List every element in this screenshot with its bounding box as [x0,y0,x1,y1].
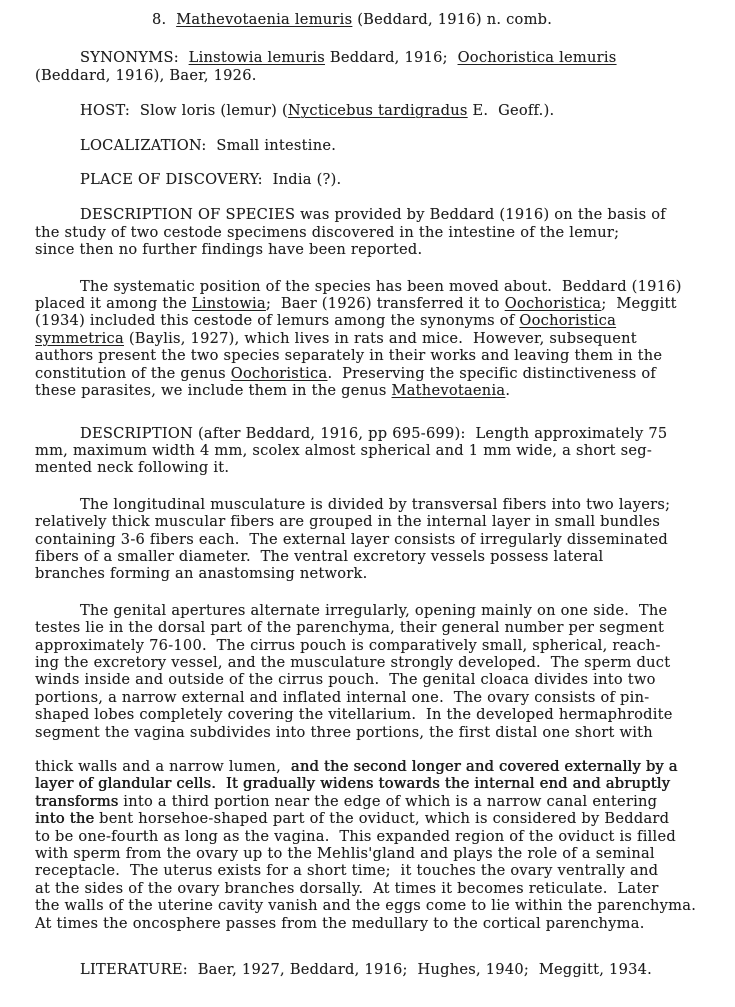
text-line [35,548,735,565]
underlined-text-segment: Oochoristica [519,312,617,330]
text-line [35,241,735,258]
text-segment: (Beddard, 1916), Baer, 1926. [35,66,257,84]
text-segment: The longitudinal musculature is divided by transversal fibers into two layers; [80,495,671,513]
text-line [35,330,735,347]
block-localization [35,137,735,154]
block-vagina-uterus [35,758,735,932]
text-line [35,862,735,879]
text-line [35,654,735,671]
text-line [35,602,735,619]
text-segment: 8. [152,11,177,28]
text-line [35,102,735,119]
text-segment: portions, a narrow external and inflated internal one. The ovary consists of pin- [35,688,650,706]
block-musculature [35,496,735,583]
text-line [35,365,735,382]
text-segment: authors present the two species separately in their works and leaving them in the [35,347,663,365]
text-line [35,11,735,28]
block-synonyms [35,49,735,84]
text-segment: . [505,382,511,400]
text-line [35,880,735,897]
text-line [35,961,735,978]
text-segment: . Preserving the specific distinctiveness of [327,364,657,382]
text-segment: the walls of the uterine cavity vanish and the eggs come to lie within the parenchyma. [35,897,697,915]
text-line [35,278,735,295]
block-place-of-discovery [35,171,735,188]
text-segment: layer of glandular cells. It gradually widens towards the internal end and abruptly [35,775,671,793]
block-host [35,102,735,119]
text-segment: mm, maximum width 4 mm, scolex almost spherical and 1 mm wide, a short seg- [35,441,653,459]
text-segment: at the sides of the ovary branches dorsally. At times it becomes reticulate. Later [35,879,659,897]
text-segment: since then no further findings have been reported. [35,241,423,259]
underlined-text-segment: Mathevotaenia [391,382,506,400]
text-segment: E. Geoff.). [467,102,555,120]
text-line [35,382,735,399]
text-line [35,689,735,706]
text-segment: Beddard, 1916; [324,49,458,67]
text-line [35,619,735,636]
text-segment: HOST: Slow loris (lemur) ( [80,102,288,120]
underlined-text-segment: symmetrica [35,329,124,347]
text-line [35,513,735,530]
block-description-measurements [35,425,735,477]
text-segment: SYNONYMS: [80,49,189,67]
text-segment: transforms [35,792,119,810]
text-segment: containing 3-6 fibers each. The external layer consists of irregularly disseminated [35,530,668,548]
text-segment: DESCRIPTION OF SPECIES was provided by Beddard (1916) on the basis of [80,206,666,224]
text-line [35,897,735,914]
text-segment: DESCRIPTION (after Beddard, 1916, pp 695-699): Length approximately 75 [80,424,668,442]
text-line [35,758,735,775]
text-line [35,565,735,582]
text-segment: with sperm from the ovary up to the Mehlis'gland and plays the role of a seminal [35,845,655,863]
text-segment: receptacle. The uterus exists for a short time; it touches the ovary ventrally and [35,862,659,880]
text-line [35,347,735,364]
text-segment: into a third portion near the edge of which is a narrow canal entering [118,792,658,810]
block-systematic-position [35,278,735,400]
underlined-text-segment: Linstowia [191,295,266,313]
text-line [35,810,735,827]
text-line [35,67,735,84]
text-segment: PLACE OF DISCOVERY: India (?). [80,171,342,189]
text-segment: At times the oncosphere passes from the medullary to the cortical parenchyma. [35,914,645,932]
text-segment: ; Baer (1926) transferred it to [265,295,505,313]
text-line [35,724,735,741]
text-segment: winds inside and outside of the cirrus pouch. The genital cloaca divides into two [35,671,656,689]
underlined-text-segment: Oochoristica [230,364,328,382]
text-line [35,671,735,688]
text-line [35,425,735,442]
text-line [35,793,735,810]
text-segment: ; Meggitt [601,295,677,313]
text-segment: ing the excretory vessel, and the musculature strongly developed. The sperm duct [35,653,671,671]
underlined-text-segment: Linstowia lemuris [188,49,325,67]
text-segment: segment the vagina subdivides into three portions, the first distal one short with [35,723,653,741]
text-segment: thick walls and a narrow lumen, [35,758,291,775]
text-segment: into the [35,810,95,828]
text-segment: mented neck following it. [35,459,230,477]
text-segment: LITERATURE: Baer, 1927, Beddard, 1916; Hughes, 1940; Meggitt, 1934. [80,961,653,979]
text-segment: shaped lobes completely covering the vitellarium. In the developed hermaphrodite [35,706,673,724]
text-segment: approximately 76-100. The cirrus pouch is comparatively small, spherical, reach- [35,636,661,654]
text-line [35,496,735,513]
block-description-of-species [35,206,735,258]
block-literature [35,961,735,978]
text-segment: relatively thick muscular fibers are grouped in the internal layer in small bundles [35,513,661,531]
text-line [35,137,735,154]
underlined-text-segment: Oochoristica lemuris [457,49,617,67]
text-segment: constitution of the genus [35,364,231,382]
text-segment: LOCALIZATION: Small intestine. [80,136,337,154]
text-segment: testes lie in the dorsal part of the parenchyma, their general number per segment [35,619,665,637]
text-segment: bent horsehoe-shaped part of the oviduct, which is considered by Beddard [94,810,670,828]
text-line [35,637,735,654]
text-line [35,828,735,845]
text-segment: The systematic position of the species has been moved about. Beddard (1916) [80,277,682,295]
text-line [35,775,735,792]
text-line [35,706,735,723]
underlined-text-segment: Nycticebus tardigradus [287,102,468,120]
text-line [35,845,735,862]
text-segment: (Beddard, 1916) n. comb. [352,11,553,28]
underlined-text-segment: Mathevotaenia lemuris [176,11,353,28]
text-segment: fibers of a smaller diameter. The ventral excretory vessels possess lateral [35,547,604,565]
text-line [35,171,735,188]
text-segment: The genital apertures alternate irregularly, opening mainly on one side. The [80,601,668,619]
text-segment: to be one-fourth as long as the vagina. This expanded region of the oviduct is filled [35,827,676,845]
text-line [35,224,735,241]
text-segment: placed it among the [35,295,192,313]
text-line [35,312,735,329]
text-segment: these parasites, we include them in the genus [35,382,392,400]
text-segment: branches forming an anastomsing network. [35,565,368,583]
text-line [35,49,735,66]
text-line [35,459,735,476]
underlined-text-segment: Oochoristica [504,295,602,313]
block-genital-apertures [35,602,735,741]
block-heading [35,11,735,28]
text-line [35,531,735,548]
text-line [35,442,735,459]
text-line [35,915,735,932]
text-segment: (Baylis, 1927), which lives in rats and mice. However, subsequent [123,329,637,347]
text-line [35,295,735,312]
text-segment: and the second longer and covered externally by a [290,758,678,775]
text-segment: the study of two cestode specimens discovered in the intestine of the lemur; [35,223,620,241]
text-line [35,206,735,223]
text-segment: (1934) included this cestode of lemurs among the synonyms of [35,312,520,330]
